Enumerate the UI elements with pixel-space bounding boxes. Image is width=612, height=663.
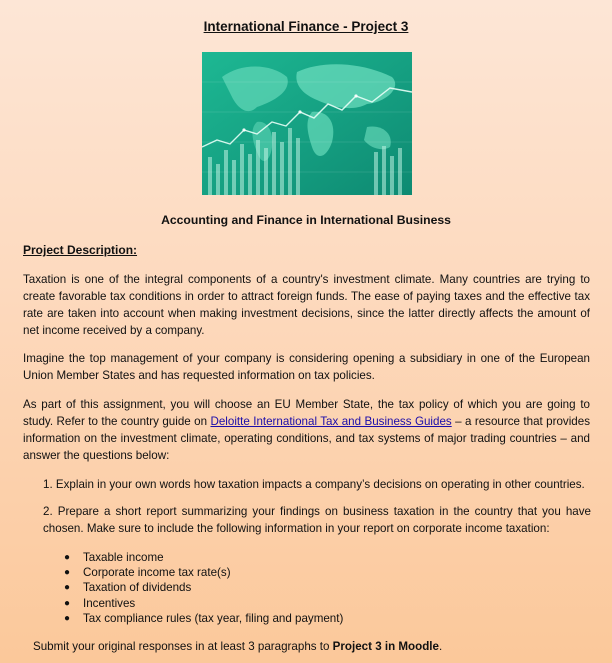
paragraph-scenario: Imagine the top management of your company is considering opening a subsidiary in one of the European Union Member States and has requested information on tax policies. <box>23 352 590 382</box>
list-item <box>64 580 343 595</box>
list-item-text: Taxation of dividends <box>83 581 192 595</box>
submission-instructions <box>33 638 442 655</box>
list-item-text: Tax compliance rules (tax year, filing and payment) <box>83 611 344 625</box>
document-title: International Finance - Project 3 <box>203 19 409 34</box>
list-item-text: Taxable income <box>83 551 164 564</box>
deloitte-guides-link[interactable]: Deloitte International Tax and Business Guides <box>210 415 452 428</box>
paragraph-assignment <box>23 396 590 464</box>
list-item <box>64 611 343 626</box>
document-subtitle: Accounting and Finance in International Business <box>161 213 451 227</box>
bullet-icon: ● <box>64 612 71 624</box>
bullet-icon: ● <box>64 597 71 609</box>
list-item <box>64 550 343 565</box>
list-item-text: Incentives <box>83 596 136 610</box>
list-item <box>64 565 343 580</box>
world-finance-image <box>202 52 412 195</box>
submission-target: Project 3 in Moodle <box>332 640 439 653</box>
paragraph-assignment-text-after: – a resource that provides information on the investment climate, operating conditions, and tax systems of major trading countries – and answer the questions below: <box>23 415 590 462</box>
question-1: 1. Explain in your own words how taxation impacts a company’s decisions on operating in other countries. <box>43 478 585 491</box>
bullet-icon: ● <box>64 582 71 594</box>
paragraph-taxation-intro: Taxation is one of the integral components of a country's investment climate. Many countries are trying to create favorable tax conditions in order to attract foreign funds. The ease of paying taxes and the effective tax rate are taken into account when making investment decisions, since the latter directly affects the amount of net income received by a company. <box>23 273 590 337</box>
bullet-icon: ● <box>64 552 71 563</box>
report-requirements-list <box>64 550 343 626</box>
paragraph-assignment-text-before: As part of this assignment, you will choose an EU Member State, the tax policy of which you are going to study. Refer to the country guide on <box>23 398 590 428</box>
submission-text-after: . <box>438 640 443 653</box>
question-2: 2. Prepare a short report summarizing your findings on business taxation in the country that you have chosen. Make sure to include the following information in your report on corporate income taxation: <box>43 505 591 535</box>
bullet-icon: ● <box>64 567 71 579</box>
list-item-text: Corporate income tax rate(s) <box>83 566 231 580</box>
list-item <box>64 596 343 611</box>
project-description-label: Project Description: <box>23 243 138 257</box>
submission-text-before: Submit your original responses in at least 3 paragraphs to <box>33 640 333 653</box>
